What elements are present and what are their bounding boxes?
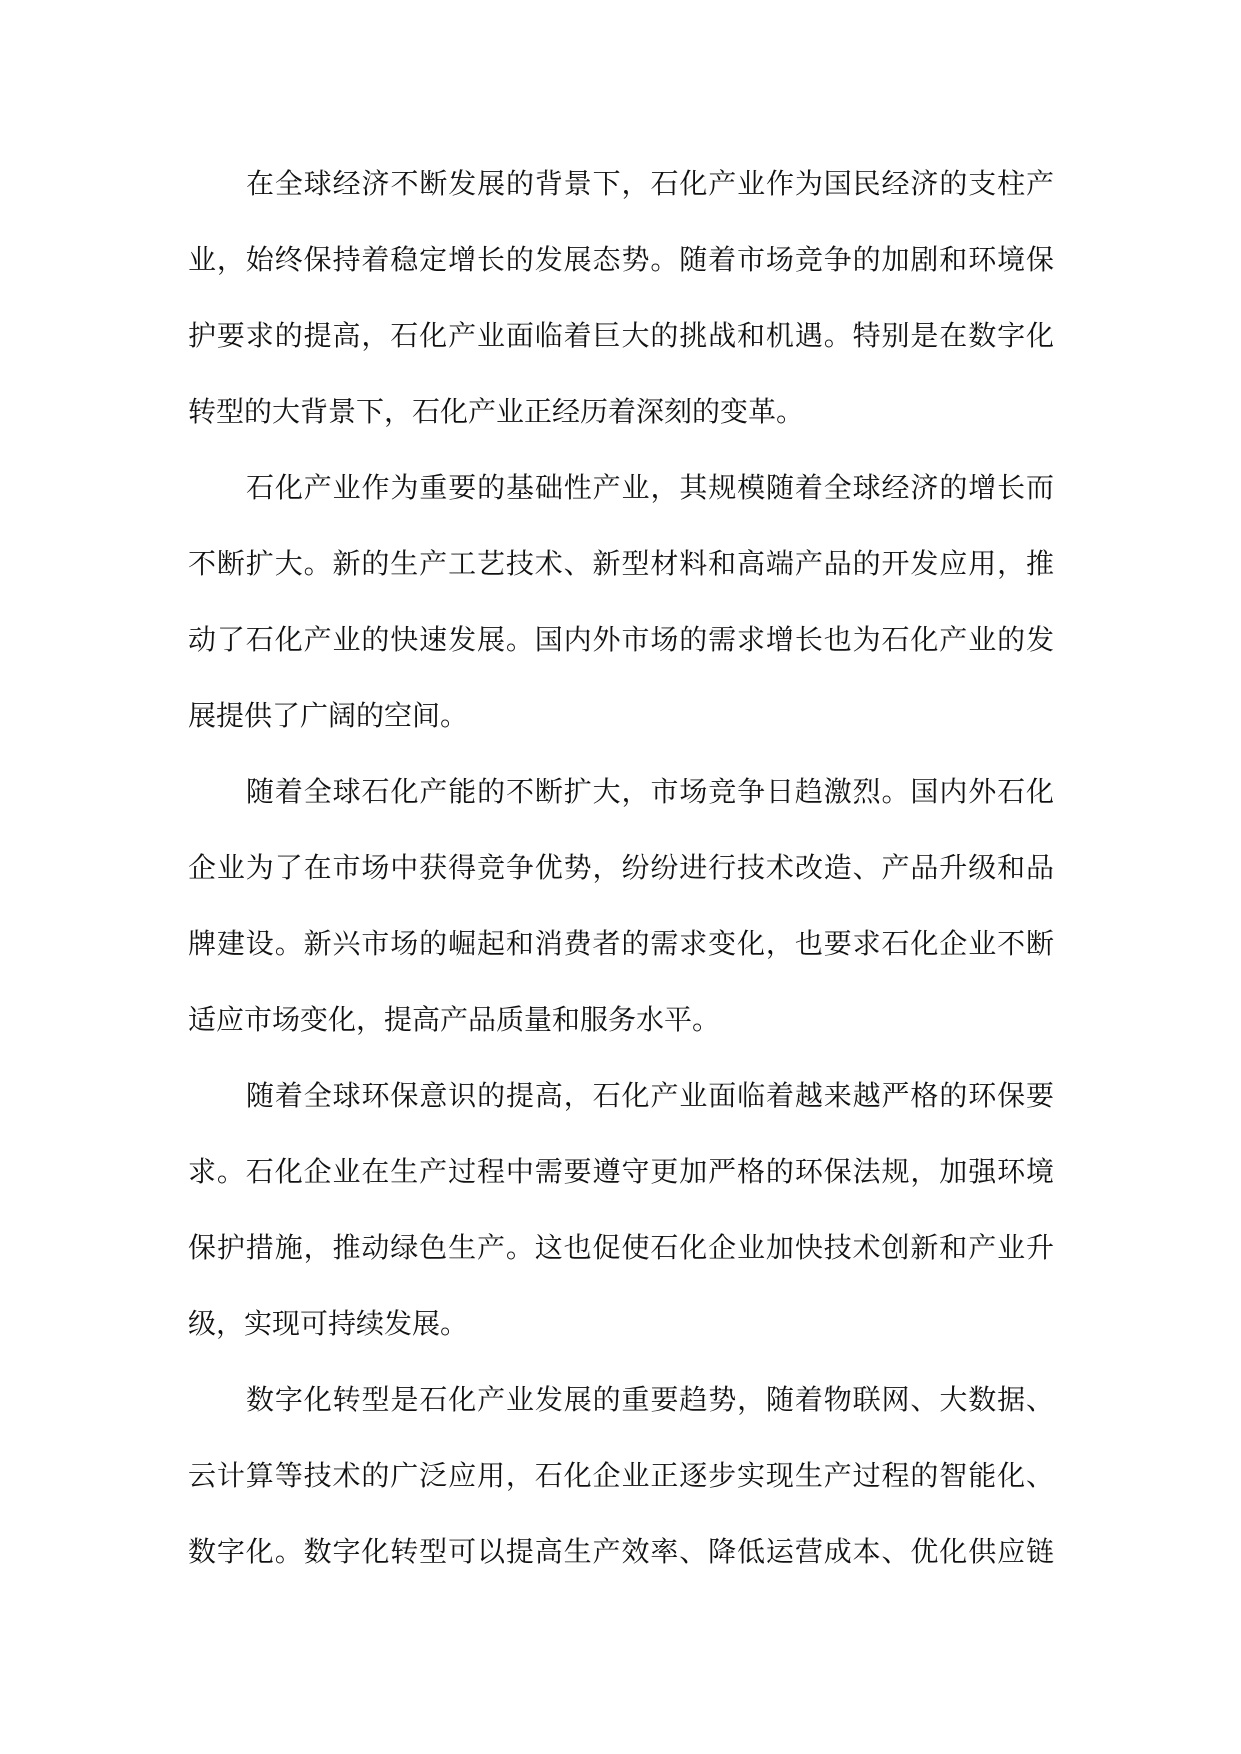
paragraph-line: 业，始终保持着稳定增长的发展态势。随着市场竞争的加剧和环境保 bbox=[188, 243, 1054, 276]
paragraph-line: 数字化。数字化转型可以提高生产效率、降低运营成本、优化供应链 bbox=[188, 1535, 1054, 1568]
paragraph-line: 石化产业作为重要的基础性产业，其规模随着全球经济的增长而 bbox=[246, 471, 1054, 504]
paragraph-line: 随着全球石化产能的不断扩大，市场竞争日趋激烈。国内外石化 bbox=[246, 775, 1054, 808]
document-body bbox=[188, 146, 1054, 1590]
paragraph-line: 保护措施，推动绿色生产。这也促使石化企业加快技术创新和产业升 bbox=[188, 1231, 1054, 1264]
paragraph-line: 数字化转型是石化产业发展的重要趋势，随着物联网、大数据、 bbox=[246, 1383, 1054, 1416]
paragraph-line: 护要求的提高，石化产业面临着巨大的挑战和机遇。特别是在数字化 bbox=[188, 319, 1054, 352]
paragraph-2 bbox=[188, 450, 1054, 754]
paragraph-line: 求。石化企业在生产过程中需要遵守更加严格的环保法规，加强环境 bbox=[188, 1155, 1054, 1188]
paragraph-line: 企业为了在市场中获得竞争优势，纷纷进行技术改造、产品升级和品 bbox=[188, 851, 1054, 884]
paragraph-5 bbox=[188, 1362, 1054, 1590]
paragraph-1 bbox=[188, 146, 1054, 450]
paragraph-line: 展提供了广阔的空间。 bbox=[188, 699, 469, 732]
paragraph-line: 动了石化产业的快速发展。国内外市场的需求增长也为石化产业的发 bbox=[188, 623, 1054, 656]
paragraph-line: 不断扩大。新的生产工艺技术、新型材料和高端产品的开发应用，推 bbox=[188, 547, 1054, 580]
paragraph-line: 适应市场变化，提高产品质量和服务水平。 bbox=[188, 1003, 721, 1036]
paragraph-line: 转型的大背景下，石化产业正经历着深刻的变革。 bbox=[188, 395, 805, 428]
paragraph-3 bbox=[188, 754, 1054, 1058]
paragraph-line: 牌建设。新兴市场的崛起和消费者的需求变化，也要求石化企业不断 bbox=[188, 927, 1054, 960]
paragraph-line: 在全球经济不断发展的背景下，石化产业作为国民经济的支柱产 bbox=[246, 167, 1054, 200]
paragraph-line: 云计算等技术的广泛应用，石化企业正逐步实现生产过程的智能化、 bbox=[188, 1459, 1054, 1492]
paragraph-line: 级，实现可持续发展。 bbox=[188, 1307, 469, 1340]
paragraph-line: 随着全球环保意识的提高，石化产业面临着越来越严格的环保要 bbox=[246, 1079, 1054, 1112]
paragraph-4 bbox=[188, 1058, 1054, 1362]
